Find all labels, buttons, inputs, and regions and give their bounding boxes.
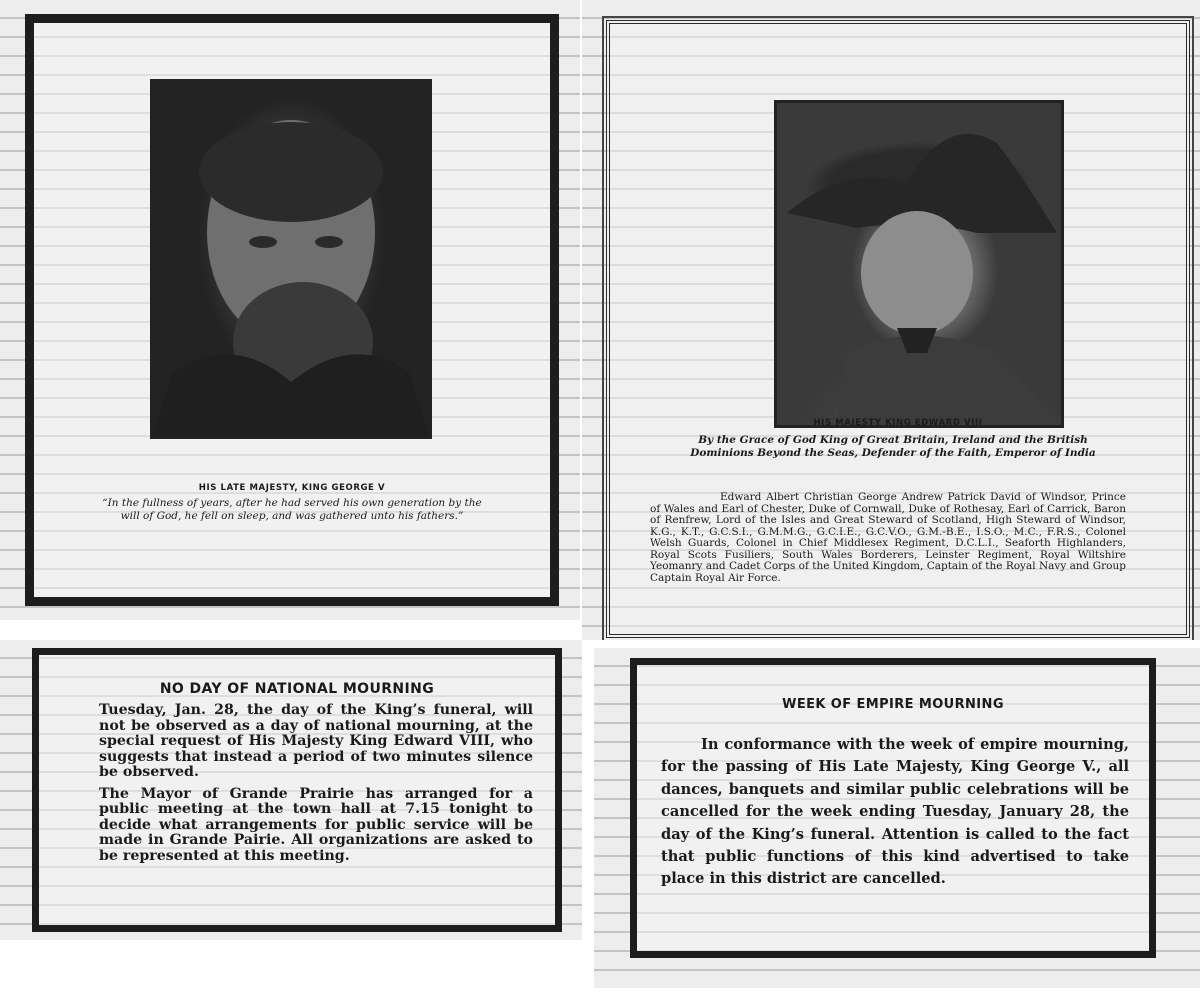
george-v-clipping (0, 0, 580, 620)
national-mourning-title: NO DAY OF NATIONAL MOURNING (159, 681, 435, 697)
edward-viii-grace: By the Grace of God King of Great Britain, Ireland and the British Dominions Beyond the Seas, Defender of the Faith, Emperor of India (690, 434, 1096, 459)
edward-viii-caption: HIS MAJESTY KING EDWARD VIII (813, 418, 983, 428)
edward-viii-portrait (774, 100, 1064, 428)
national-mourning-notice (32, 648, 562, 932)
edward-viii-frame (606, 20, 1190, 638)
edward-viii-clipping (582, 0, 1200, 640)
national-mourning-body (99, 703, 533, 864)
george-v-mourning-frame (25, 14, 559, 606)
national-mourning-paragraph-1: Tuesday, Jan. 28, the day of the King’s funeral, will not be observed as a day of national mourning, at the special request of His Majesty King Edward VIII, who suggests that instead a period of two minutes silence be observed. (99, 702, 533, 780)
edward-viii-titles: Edward Albert Christian George Andrew Patrick David of Windsor, Prince of Wales and Earl of Chester, Duke of Cornwall, Duke of Rothesay, Earl of Carrick, Baron of Renfrew, Lord of the Isles and Great Steward of Scotland, High Steward of Windsor, K.G., K.T., G.C.S.I., G.M.M.G., G.C.I.E., G.C.V.O., G.M.-B.E., I.S.O., M.C., F.R.S., Colonel Welsh Guards, Colonel in Chief Middlesex Regiment, D.C.L.I., Seaforth Highlanders, Royal Scots Fusiliers, South Wales Borderers, Leinster Regiment, Royal Wiltshire Yeomanry and Cadet Corps of the United Kingdom, Captain of the Royal Navy and Group Captain Royal Air Force. (650, 491, 1126, 584)
empire-mourning-clipping (594, 648, 1200, 988)
george-v-caption: HIS LATE MAJESTY, KING GEORGE V (198, 483, 386, 493)
empire-mourning-title: WEEK OF EMPIRE MOURNING (782, 697, 1004, 712)
george-v-quote: “In the fullness of years, after he had served his own generation by the will of God, he fell on sleep, and was gathered unto his fathers.” (102, 497, 482, 522)
empire-mourning-body: In conformance with the week of empire mourning, for the passing of His Late Majesty, King George V., all dances, banquets and similar public celebrations will be cancelled for the week ending Tuesday, January 28, the day of the King’s funeral. Attention is called to the fact that public functions of this kind advertised to take place in this district are cancelled. (661, 736, 1129, 888)
national-mourning-clipping (0, 640, 582, 940)
george-v-portrait (150, 79, 432, 439)
national-mourning-paragraph-2: The Mayor of Grande Prairie has arranged for a public meeting at the town hall at 7.15 tonight to decide what arrangements for public service will be made in Grande Pairie. All organizations are asked to be represented at this meeting. (99, 785, 533, 864)
empire-mourning-notice (630, 658, 1156, 958)
